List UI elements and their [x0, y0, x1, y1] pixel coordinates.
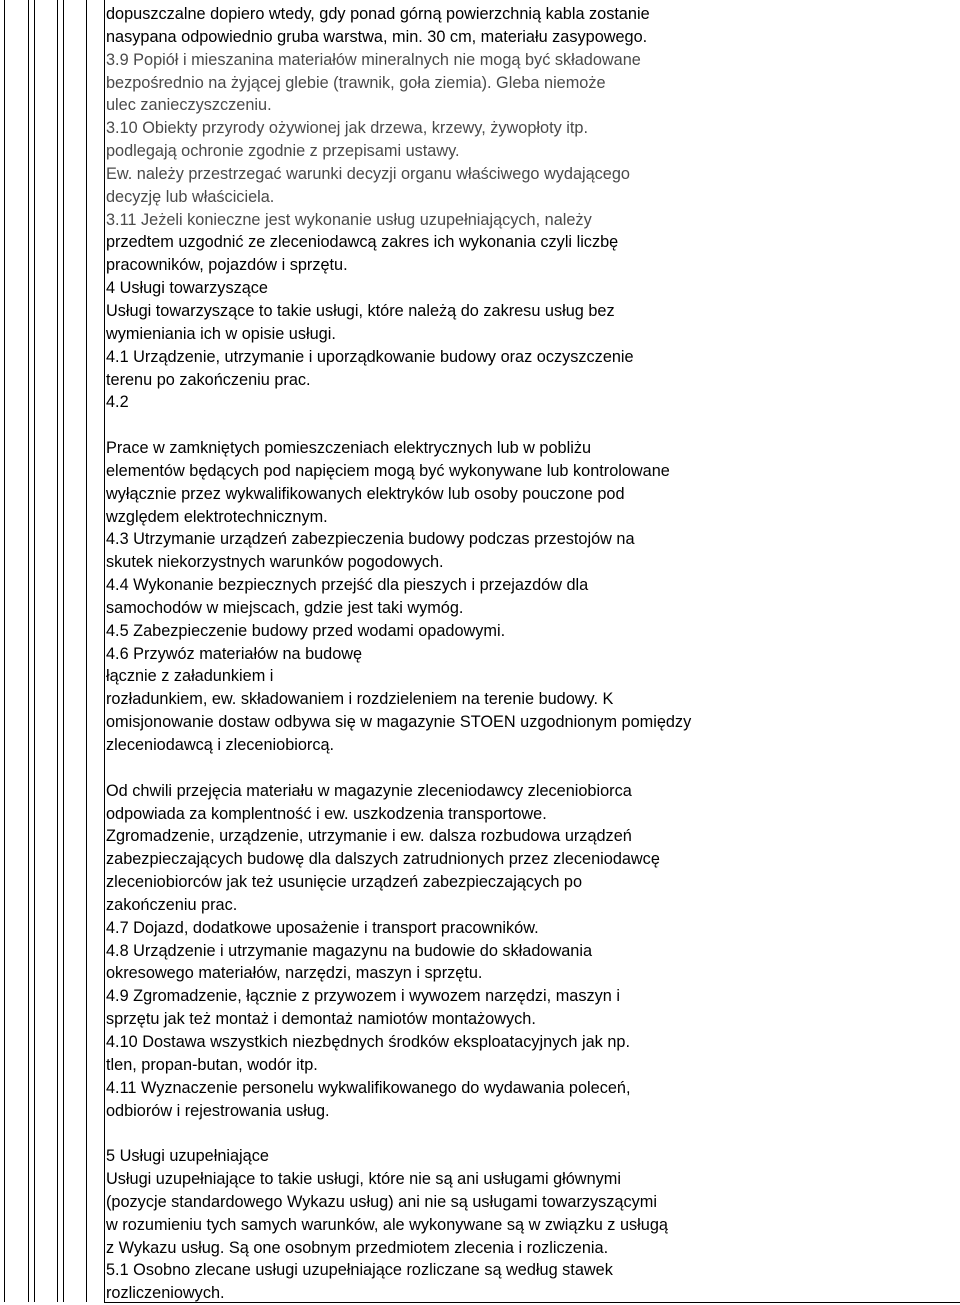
document-body: [106, 3, 956, 1305]
text-line: zakończeniu prac.: [106, 895, 238, 914]
text-line: w rozumieniu tych samych warunków, ale wykonywane są w związku z usługą: [106, 1215, 668, 1234]
text-line: decyzję lub właściciela.: [106, 187, 275, 206]
text-line: 4.6 Przywóz materiałów na budowę: [106, 644, 363, 663]
text-line: 4.9 Zgromadzenie, łącznie z przywozem i wywozem narzędzi, maszyn i: [106, 987, 620, 1006]
text-line: 5.1 Osobno zlecane usługi uzupełniające rozliczane są według stawek: [106, 1261, 613, 1280]
text-line: łącznie z załadunkiem i: [106, 667, 274, 686]
text-line: Zgromadzenie, urządzenie, utrzymanie i ew. dalsza rozbudowa urządzeń: [106, 827, 632, 846]
text-line: rozliczeniowych.: [106, 1284, 225, 1303]
text-line: 4.10 Dostawa wszystkich niezbędnych środków eksploatacyjnych jak np.: [106, 1032, 630, 1051]
table-border-left-6: [86, 0, 87, 1302]
text-line: względem elektrotechnicznym.: [106, 507, 328, 526]
text-line: Od chwili przejęcia materiału w magazynie zleceniodawcy zleceniobiorca: [106, 781, 632, 800]
text-line: 3.10 Obiekty przyrody ożywionej jak drzewa, krzewy, żywopłoty itp.: [106, 119, 588, 138]
text-line: zabezpieczających budowę dla dalszych zatrudnionych przez zleceniodawcę: [106, 850, 660, 869]
text-line: rozładunkiem, ew. składowaniem i rozdzieleniem na terenie budowy. K: [106, 690, 614, 709]
text-line: 4.11 Wyznaczenie personelu wykwalifikowanego do wydawania poleceń,: [106, 1078, 631, 1097]
text-line: dopuszczalne dopiero wtedy, gdy ponad górną powierzchnią kabla zostanie: [106, 5, 650, 23]
text-line: przedtem uzgodnić ze zleceniodawcą zakres ich wykonania czyli liczbę: [106, 233, 619, 252]
table-border-left-5: [63, 0, 64, 1302]
blank-line: [106, 757, 956, 780]
section-heading: 4 Usługi towarzyszące: [106, 279, 268, 298]
text-line: 4.8 Urządzenie i utrzymanie magazynu na budowie do składowania: [106, 941, 593, 960]
text-line: omisjonowanie dostaw odbywa się w magazynie STOEN uzgodnionym pomiędzy: [106, 713, 692, 732]
text-line: Usługi towarzyszące to takie usługi, które należą do zakresu usług bez: [106, 301, 615, 320]
text-line: Usługi uzupełniające to takie usługi, które nie są ani usługami głównymi: [106, 1170, 621, 1189]
text-line: wymieniania ich w opisie usługi.: [106, 324, 336, 343]
table-border-left-1: [4, 0, 5, 1302]
text-line: podlegają ochronie zgodnie z przepisami ustawy.: [106, 142, 460, 161]
text-line: 4.7 Dojazd, dodatkowe uposażenie i transport pracowników.: [106, 918, 539, 937]
table-border-left-4: [57, 0, 58, 1302]
text-line: 4.4 Wykonanie bezpiecznych przejść dla pieszych i przejazdów dla: [106, 576, 589, 595]
text-line: nasypana odpowiednio gruba warstwa, min. 30 cm, materiału zasypowego.: [106, 27, 648, 46]
text-line: odpowiada za komplentność i ew. uszkodzenia transportowe.: [106, 804, 547, 823]
text-line: terenu po zakończeniu prac.: [106, 370, 311, 389]
text-line: 3.9 Popiół i mieszanina materiałów mineralnych nie mogą być składowane: [106, 50, 641, 69]
text-line: z Wykazu usług. Są one osobnym przedmiotem zlecenia i rozliczenia.: [106, 1238, 609, 1257]
text-line: 4.2: [106, 393, 129, 412]
text-line: Prace w zamkniętych pomieszczeniach elektrycznych lub w pobliżu: [106, 439, 592, 458]
text-line: samochodów w miejscach, gdzie jest taki wymóg.: [106, 598, 464, 617]
text-line: ulec zanieczyszczeniu.: [106, 96, 272, 115]
text-line: tlen, propan-butan, wodór itp.: [106, 1055, 318, 1074]
table-border-left-7: [104, 0, 105, 1302]
text-line: 4.5 Zabezpieczenie budowy przed wodami opadowymi.: [106, 621, 506, 640]
text-line: okresowego materiałów, narzędzi, maszyn i sprzętu.: [106, 964, 483, 983]
table-border-left-2: [28, 0, 29, 1302]
text-line: bezpośrednio na żyjącej glebie (trawnik, goła ziemia). Gleba niemoże: [106, 73, 606, 92]
text-line: (pozycje standardowego Wykazu usług) ani nie są usługami towarzyszącymi: [106, 1192, 657, 1211]
text-line: Ew. należy przestrzegać warunki decyzji organu właściwego wydającego: [106, 164, 630, 183]
blank-line: [106, 414, 956, 437]
text-line: sprzętu jak też montaż i demontaż namiotów montażowych.: [106, 1010, 536, 1029]
section-heading: 5 Usługi uzupełniające: [106, 1147, 269, 1166]
blank-line: [106, 1122, 956, 1145]
text-line: 4.1 Urządzenie, utrzymanie i uporządkowanie budowy oraz oczyszczenie: [106, 347, 634, 366]
text-line: zleceniodawcą i zleceniobiorcą.: [106, 736, 335, 754]
text-line: 4.3 Utrzymanie urządzeń zabezpieczenia budowy podczas przestojów na: [106, 530, 635, 549]
table-border-left-3: [34, 0, 35, 1302]
text-line: pracowników, pojazdów i sprzętu.: [106, 256, 348, 275]
text-line: odbiorów i rejestrowania usług.: [106, 1101, 330, 1120]
text-line: 3.11 Jeżeli konieczne jest wykonanie usług uzupełniających, należy: [106, 210, 592, 229]
text-line: zleceniobiorców jak też usunięcie urządzeń zabezpieczających po: [106, 873, 583, 892]
text-line: wyłącznie przez wykwalifikowanych elektryków lub osoby pouczone pod: [106, 484, 625, 503]
text-line: elementów będących pod napięciem mogą być wykonywane lub kontrolowane: [106, 461, 670, 480]
text-line: skutek niekorzystnych warunków pogodowych.: [106, 553, 444, 572]
